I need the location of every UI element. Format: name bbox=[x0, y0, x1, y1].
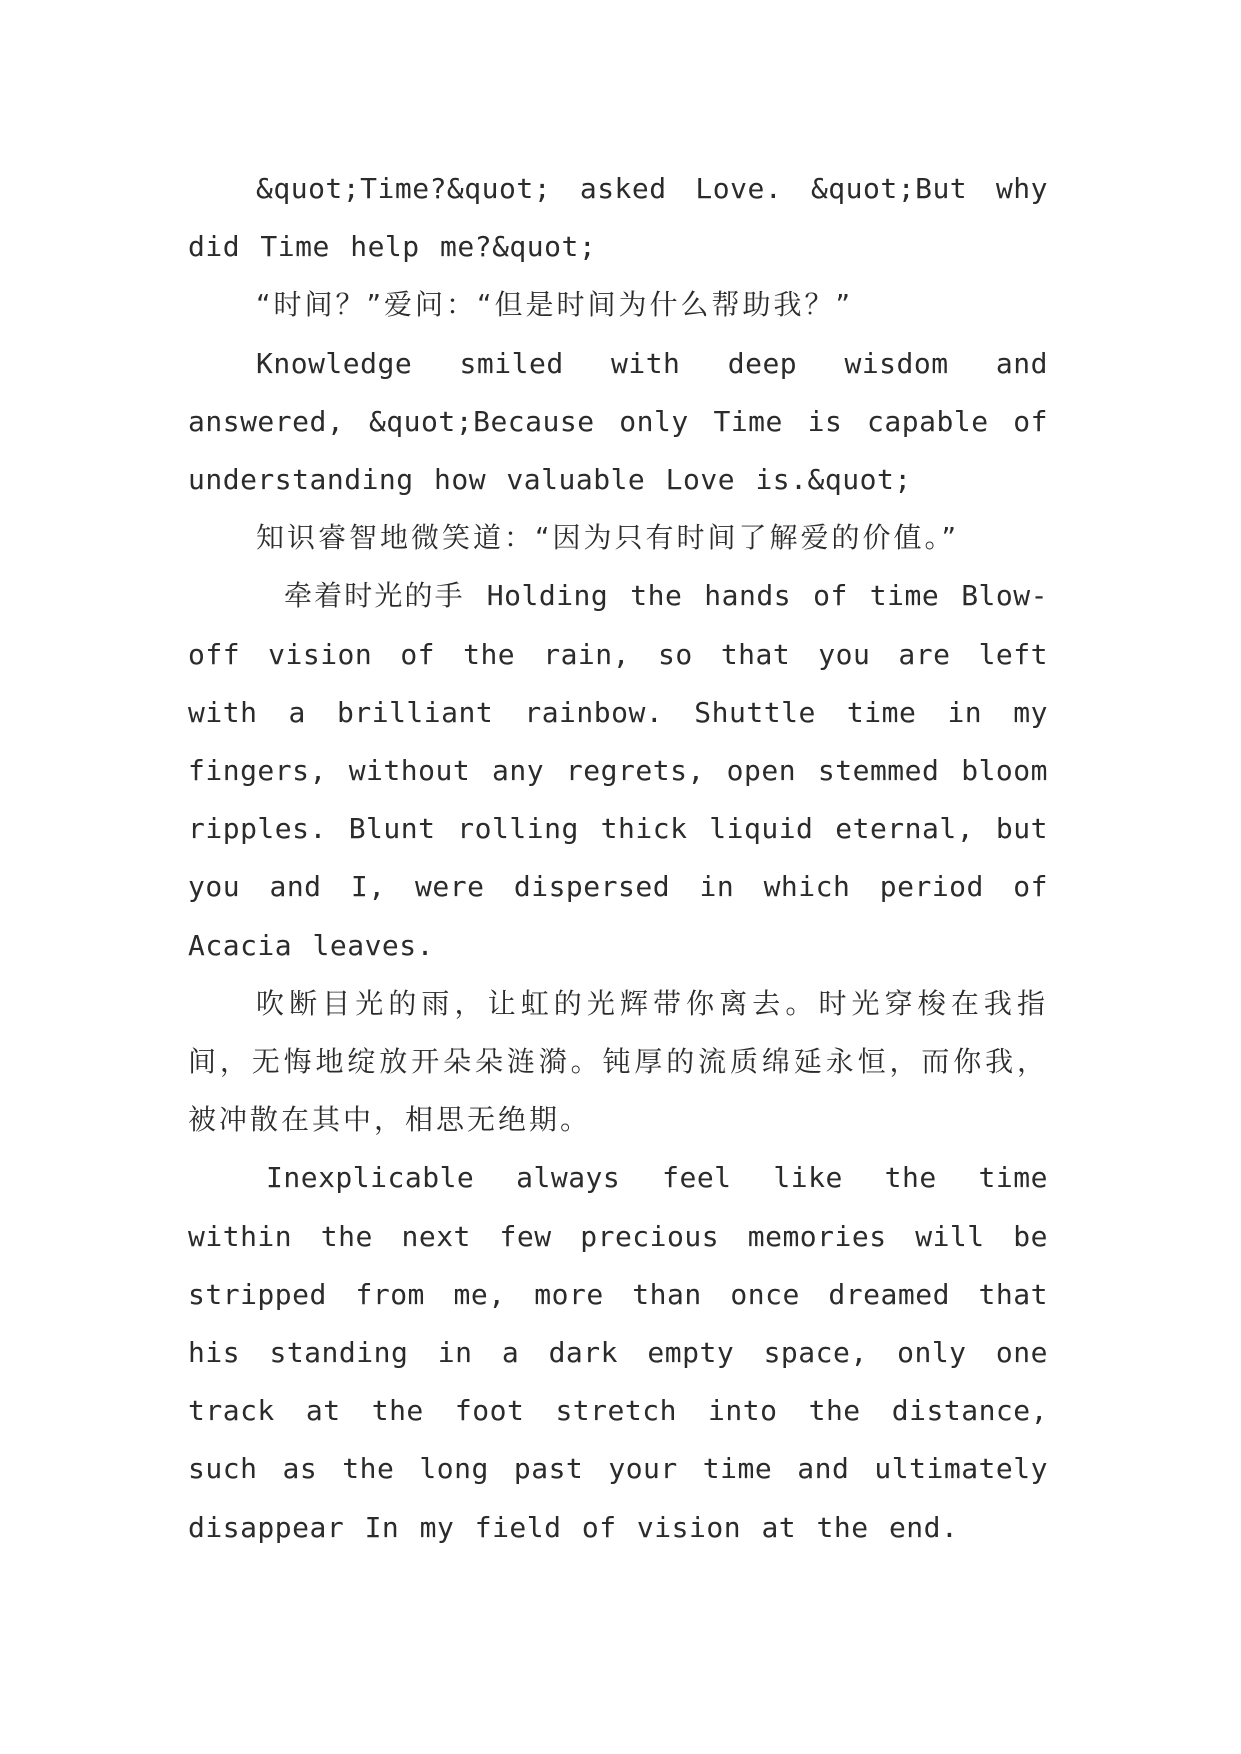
document-page bbox=[188, 160, 1048, 1557]
paragraph-holding-hands-of-time-cn: 吹断目光的雨，让虹的光辉带你离去。时光穿梭在我指间，无悔地绽放开朵朵涟漪。钝厚的流质绵延永恒，而你我，被冲散在其中，相思无绝期。 bbox=[188, 986, 1048, 1137]
paragraph-holding-hands-of-time: 牵着时光的手 Holding the hands of time Blow-off vision of the rain, so that you are left with a brilliant rainbow. Shuttle time in my fingers, without any regrets, open stemmed bloom ripples. Blunt rolling thick liquid eternal, but you and I, were dispersed in which period of Acacia leaves. bbox=[188, 579, 1048, 962]
paragraph-knowledge-answered-cn: 知识睿智地微笑道：“因为只有时间了解爱的价值。” bbox=[256, 521, 960, 555]
paragraph-time-asked-love: &quot;Time?&quot; asked Love. &quot;But why did Time help me?&quot; bbox=[188, 172, 1048, 264]
paragraph-knowledge-answered: Knowledge smiled with deep wisdom and answered, &quot;Because only Time is capable of understanding how valuable Love is.&quot; bbox=[188, 346, 1048, 497]
paragraph-inexplicable-memories: Inexplicable always feel like the time within the next few precious memories will be stripped from me, more than once dreamed that his standing in a dark empty space, only one track at the foot stretch into the distance, such as the long past your time and ultimately disappear In my field of vision at the end. bbox=[188, 1161, 1048, 1544]
paragraph-time-asked-love-cn: “时间？”爱问：“但是时间为什么帮助我？” bbox=[256, 288, 854, 322]
